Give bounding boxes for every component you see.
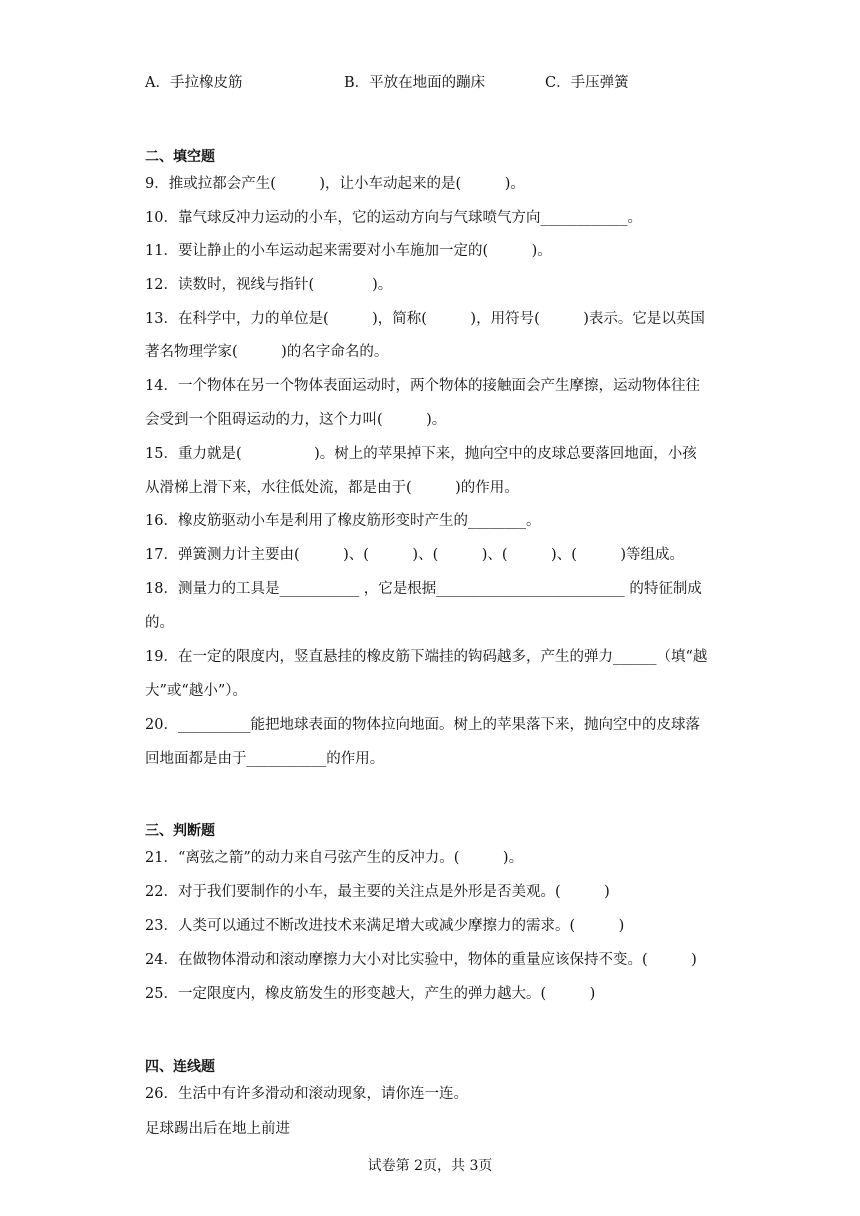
- question-line: 25．一定限度内，橡皮筋发生的形变越大，产生的弹力越大。( ): [145, 986, 596, 1002]
- section-heading-judgement: 三、判断题: [145, 823, 215, 839]
- question-line: 从滑梯上滑下来，水往低处流，都是由于( )的作用。: [145, 480, 519, 496]
- question-line: 17．弹簧测力计主要由( )、( )、( )、( )、( )等组成。: [145, 547, 685, 563]
- question-line: 的。: [145, 615, 174, 631]
- question-line: 10．靠气球反冲力运动的小车，它的运动方向与气球喷气方向____________。: [145, 210, 642, 226]
- option-c: C．手压弹簧: [545, 75, 629, 91]
- question-line: 足球踢出后在地上前进: [145, 1121, 290, 1137]
- option-a: A．手拉橡皮筋: [145, 75, 243, 91]
- question-line: 会受到一个阻碍运动的力，这个力叫( )。: [145, 412, 447, 428]
- question-line: 16．橡皮筋驱动小车是利用了橡皮筋形变时产生的________。: [145, 513, 541, 529]
- question-line: 20．__________能把地球表面的物体拉向地面。树上的苹果落下来，抛向空中的皮球落: [145, 717, 700, 733]
- question-line: 21．“离弦之箭”的动力来自弓弦产生的反冲力。( )。: [145, 850, 524, 866]
- question-line: 23．人类可以通过不断改进技术来满足增大或减少摩擦力的需求。( ): [145, 918, 625, 934]
- question-line: 14．一个物体在另一个物体表面运动时，两个物体的接触面会产生摩擦，运动物体往往: [145, 378, 700, 394]
- question-line: 18．测量力的工具是___________ ，它是根据__________________________ 的特征制成: [145, 581, 702, 597]
- question-line: 22．对于我们要制作的小车，最主要的关注点是外形是否美观。( ): [145, 884, 610, 900]
- question-line: 19．在一定的限度内，竖直悬挂的橡皮筋下端挂的钩码越多，产生的弹力______（填“越: [145, 649, 708, 665]
- question-line: 24．在做物体滑动和滚动摩擦力大小对比实验中，物体的重量应该保持不变。( ): [145, 952, 697, 968]
- option-b: B．平放在地面的蹦床: [344, 75, 486, 91]
- section-heading-fill-blank: 二、填空题: [145, 149, 215, 165]
- question-line: 13．在科学中，力的单位是( )，简称( )，用符号( )表示。它是以英国: [145, 311, 705, 327]
- question-line: 回地面都是由于___________的作用。: [145, 751, 385, 767]
- section-heading-matching: 四、连线题: [145, 1059, 215, 1075]
- question-line: 大”或“越小”）。: [145, 683, 247, 699]
- question-line: 9．推或拉都会产生( )，让小车动起来的是( )。: [145, 176, 525, 192]
- page-footer: 试卷第 2页，共 3页: [367, 1158, 493, 1174]
- question-line: 26．生活中有许多滑动和滚动现象，请你连一连。: [145, 1086, 468, 1102]
- question-line: 11．要让静止的小车运动起来需要对小车施加一定的( )。: [145, 243, 552, 259]
- question-line: 15．重力就是( )。树上的苹果掉下来，抛向空中的皮球总要落回地面，小孩: [145, 446, 697, 462]
- question-line: 12．读数时，视线与指针( )。: [145, 277, 393, 293]
- question-line: 著名物理学家( )的名字命名的。: [145, 344, 389, 360]
